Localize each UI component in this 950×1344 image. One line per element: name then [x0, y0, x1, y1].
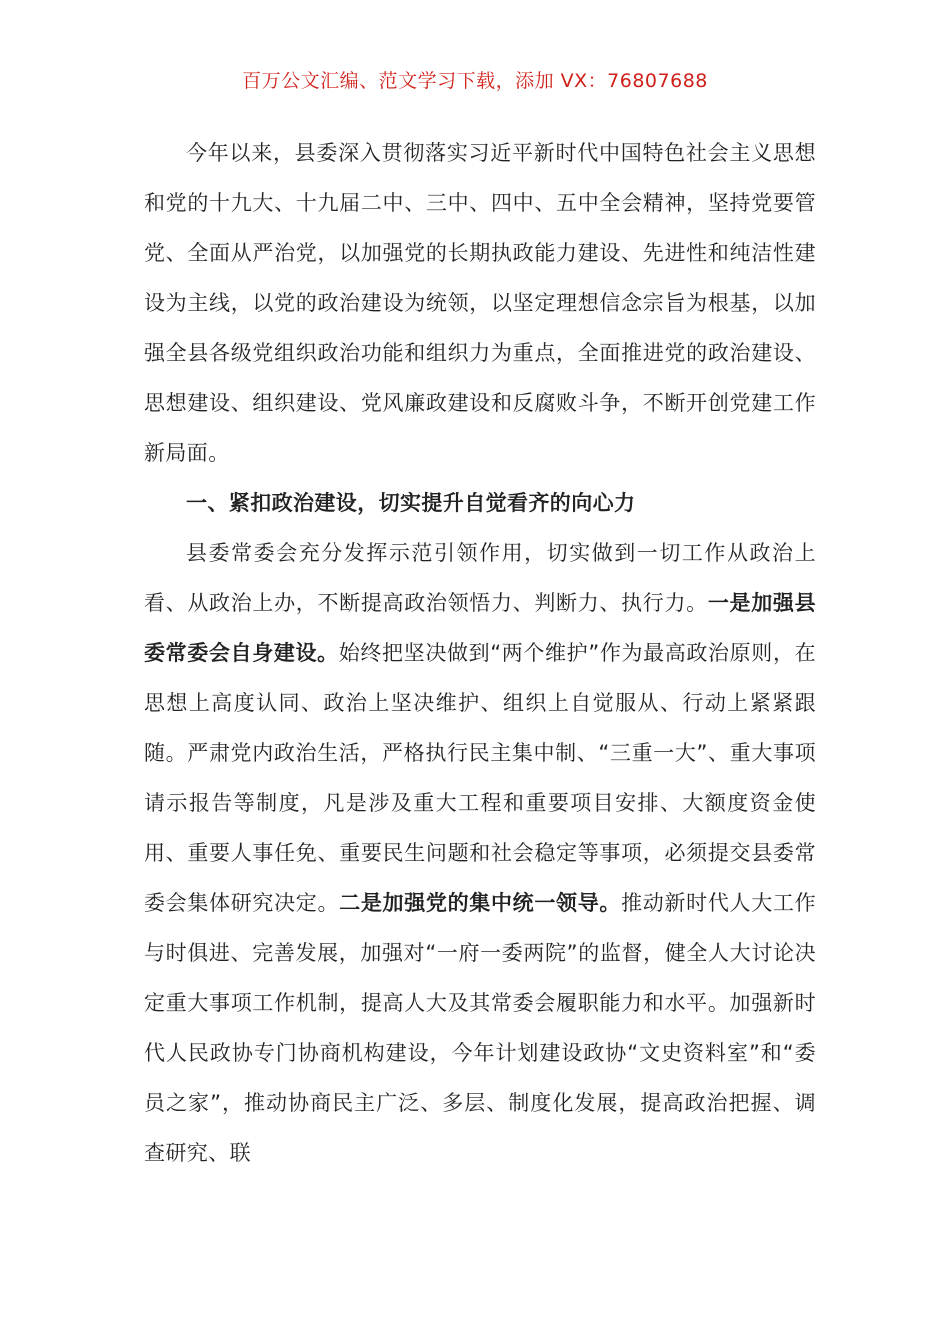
- document-body: [144, 128, 816, 1178]
- point1-title: 一是加强县委常委会自身建设。: [144, 591, 817, 665]
- intro-paragraph: 今年以来，县委深入贯彻落实习近平新时代中国特色社会主义思想和党的十九大、十九届二中、三中、四中、五中全会精神，坚持党要管党、全面从严治党，以加强党的长期执政能力建设、先进性和纯洁性建设为主线，以党的政治建设为统领，以坚定理想信念宗旨为根基，以加强全县各级党组织政治功能和组织力为重点，全面推进党的政治建设、思想建设、组织建设、党风廉政建设和反腐败斗争，不断开创党建工作新局面。: [144, 141, 816, 465]
- section-heading: 一、紧扣政治建设，切实提升自觉看齐的向心力: [186, 491, 636, 515]
- point2-body: 推动新时代人大工作与时俱进、完善发展，加强对“一府一委两院”的监督，健全人大讨论决定重大事项工作机制，提高人大及其常委会履职能力和水平。加强新时代人民政协专门协商机构建设，今年计划建设政协“文史资料室”和“委员之家”，推动协商民主广泛、多层、制度化发展，提高政治把握、调查研究、联: [144, 891, 816, 1165]
- point1-body: 始终把坚决做到“两个维护”作为最高政治原则，在思想上高度认同、政治上坚决维护、组织上自觉服从、行动上紧紧跟随。严肃党内政治生活，严格执行民主集中制、“三重一大”、重大事项请示报告等制度，凡是涉及重大工程和重要项目安排、大额度资金使用、重要人事任免、重要民生问题和社会稳定等事项，必须提交县委常委会集体研究决定。: [144, 641, 816, 915]
- point2-title: 二是加强党的集中统一领导。: [339, 891, 622, 915]
- section-paragraph: [144, 528, 816, 1178]
- watermark-header: 百万公文汇编、范文学习下载，添加 VX：76807688: [242, 70, 708, 92]
- section-intro: 县委常委会充分发挥示范引领作用，切实做到一切工作从政治上看、从政治上办，不断提高政治领悟力、判断力、执行力。: [144, 541, 816, 615]
